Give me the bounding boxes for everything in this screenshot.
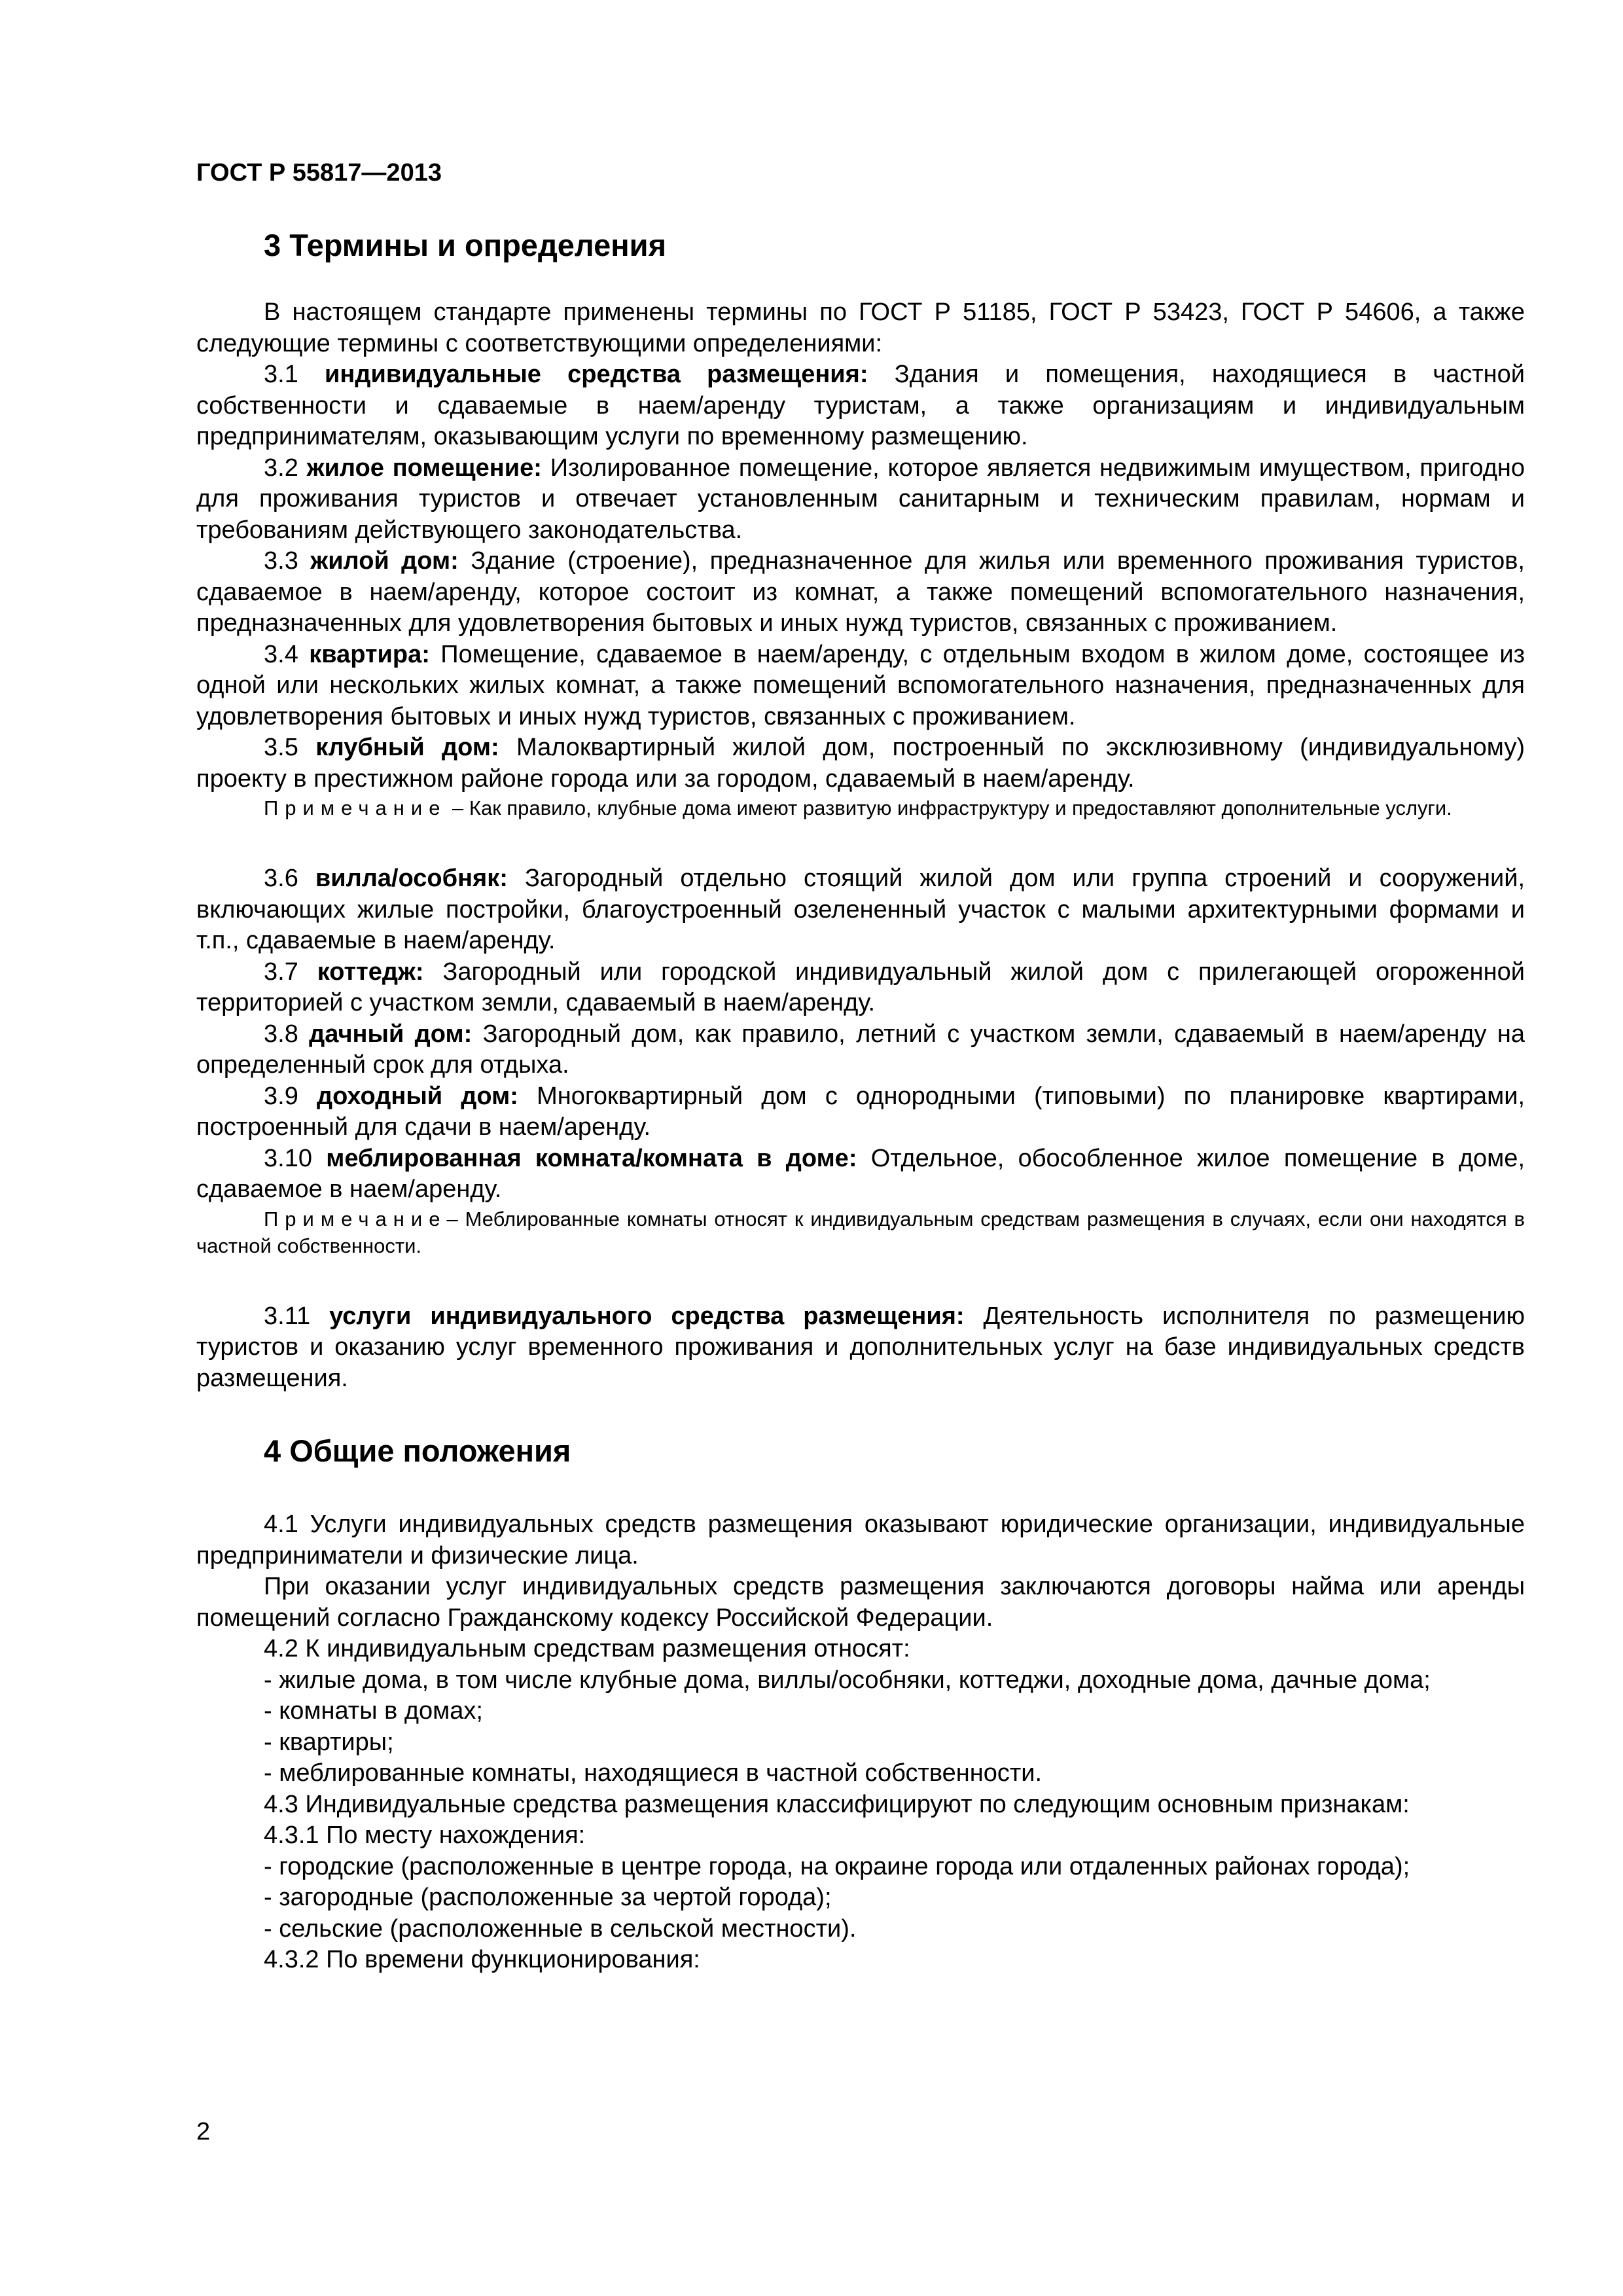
term-name: доходный дом: — [316, 1082, 518, 1110]
list-item: - сельские (расположенные в сельской местности). — [264, 1914, 857, 1943]
term-3-10: 3.10 меблированная комната/комната в доме: Отдельное, обособленное жилое помещение в доме, сдаваемое в наем/аренду. — [196, 1144, 1525, 1203]
term-3-3: 3.3 жилой дом: Здание (строение), предназначенное для жилья или временного проживания туристов, сдаваемое в наем/аренду, которое состоит из комнат, а также помещений вспомогательного назначения, предназначенных для удовлетворения бытовых и иных нужд туристов, связанных с проживанием. — [196, 547, 1525, 637]
term-3-1: 3.1 индивидуальные средства размещения: Здания и помещения, находящиеся в частной собственности и сдаваемые в наем/аренду туристам, а также организациям и индивидуальным предпринимателям, оказывающим услуги по временному размещению. — [196, 361, 1525, 450]
list-item: - загородные (расположенные за чертой города); — [264, 1884, 832, 1911]
para-4-1-contracts: При оказании услуг индивидуальных средств размещения заключаются договоры найма или аренды помещений согласно Гражданскому кодексу Российской Федерации. — [196, 1573, 1525, 1632]
term-name: дачный дом: — [309, 1020, 473, 1048]
section-3-intro: В настоящем стандарте применены термины по ГОСТ Р 51185, ГОСТ Р 53423, ГОСТ Р 54606, а также следующие термины с соответствующими определениями: — [196, 298, 1525, 357]
document-page — [196, 131, 1525, 1976]
term-name: квартира: — [309, 640, 430, 668]
para-4-3-2: 4.3.2 По времени функционирования: — [264, 1946, 700, 1973]
para-4-2: 4.2 К индивидуальным средствам размещения относят: — [264, 1635, 910, 1662]
term-name: вилла/особняк: — [315, 865, 508, 892]
term-3-6: 3.6 вилла/особняк: Загородный отдельно стоящий жилой дом или группа строений и сооружений, включающих жилые постройки, благоустроенный озелененный участок с малыми архитектурными формами и т.п., сдаваемые в наем/аренду. — [196, 865, 1525, 954]
para-4-3: 4.3 Индивидуальные средства размещения классифицируют по следующим основным признакам: — [264, 1790, 1410, 1818]
term-3-8: 3.8 дачный дом: Загородный дом, как правило, летний с участком земли, сдаваемый в наем/аренду на определенный срок для отдыха. — [196, 1020, 1525, 1079]
term-name: жилой дом: — [310, 547, 459, 575]
term-3-9: 3.9 доходный дом: Многоквартирный дом с однородными (типовыми) по планировке квартирами, построенный для сдачи в наем/аренду. — [196, 1082, 1525, 1141]
term-name: жилое помещение: — [306, 454, 542, 482]
document-header: ГОСТ Р 55817—2013 — [196, 159, 442, 187]
list-item: - меблированные комнаты, находящиеся в частной собственности. — [264, 1759, 1043, 1787]
section-3-title: 3 Термины и определения — [264, 228, 666, 262]
term-3-4: 3.4 квартира: Помещение, сдаваемое в наем/аренду, с отдельным входом в жилом доме, состоящее из одной или нескольких жилых комнат, а также помещений вспомогательного назначения, предназначенных для удовлетворения бытовых и иных нужд туристов, связанных с проживанием. — [196, 640, 1525, 730]
para-4-1: 4.1 Услуги индивидуальных средств размещения оказывают юридические организации, индивидуальные предприниматели и физические лица. — [196, 1511, 1525, 1570]
term-name: клубный дом: — [315, 734, 499, 761]
term-name: индивидуальные средства размещения: — [325, 361, 868, 388]
section-4-title: 4 Общие положения — [264, 1433, 571, 1468]
term-3-2: 3.2 жилое помещение: Изолированное помещение, которое является недвижимым имуществом, пригодно для проживания туристов и отвечает установленным санитарным и техническим правилам, нормам и требованиям действующего законодательства. — [196, 454, 1525, 544]
list-item: - жилые дома, в том числе клубные дома, виллы/особняки, коттеджи, доходные дома, дачные дома; — [264, 1666, 1431, 1694]
list-item: - городские (расположенные в центре города, на окраине города или отдаленных районах города); — [264, 1852, 1410, 1880]
note-1: Примечание – Как правило, клубные дома имеют развитую инфраструктуру и предоставляют дополнительные услуги. — [264, 797, 1452, 819]
note-2: Примечание– Меблированные комнаты относят к индивидуальным средствам размещения в случаях, если они находятся в частной собственности. — [196, 1207, 1525, 1257]
note-label: Примечание — [264, 1207, 447, 1230]
note-label: Примечание — [264, 797, 447, 819]
term-3-11: 3.11 услуги индивидуального средства размещения: Деятельность исполнителя по размещению туристов и оказанию услуг временного проживания и дополнительных услуг на базе индивидуальных средств размещения. — [196, 1302, 1525, 1392]
list-item: - комнаты в домах; — [264, 1697, 483, 1725]
term-3-5: 3.5 клубный дом: Малоквартирный жилой дом, построенный по эксклюзивному (индивидуальному) проекту в престижном районе города или за городом, сдаваемый в наем/аренду. — [196, 734, 1525, 793]
term-name: меблированная комната/комната в доме: — [326, 1144, 857, 1172]
term-name: услуги индивидуального средства размещения: — [329, 1302, 965, 1330]
term-name: коттедж: — [317, 958, 424, 986]
term-3-7: 3.7 коттедж: Загородный или городской индивидуальный жилой дом с прилегающей огороженной территорией с участком земли, сдаваемый в наем/аренду. — [196, 958, 1525, 1016]
list-item: - квартиры; — [264, 1728, 394, 1756]
para-4-3-1: 4.3.1 По месту нахождения: — [264, 1821, 586, 1849]
page-number: 2 — [196, 2118, 211, 2145]
